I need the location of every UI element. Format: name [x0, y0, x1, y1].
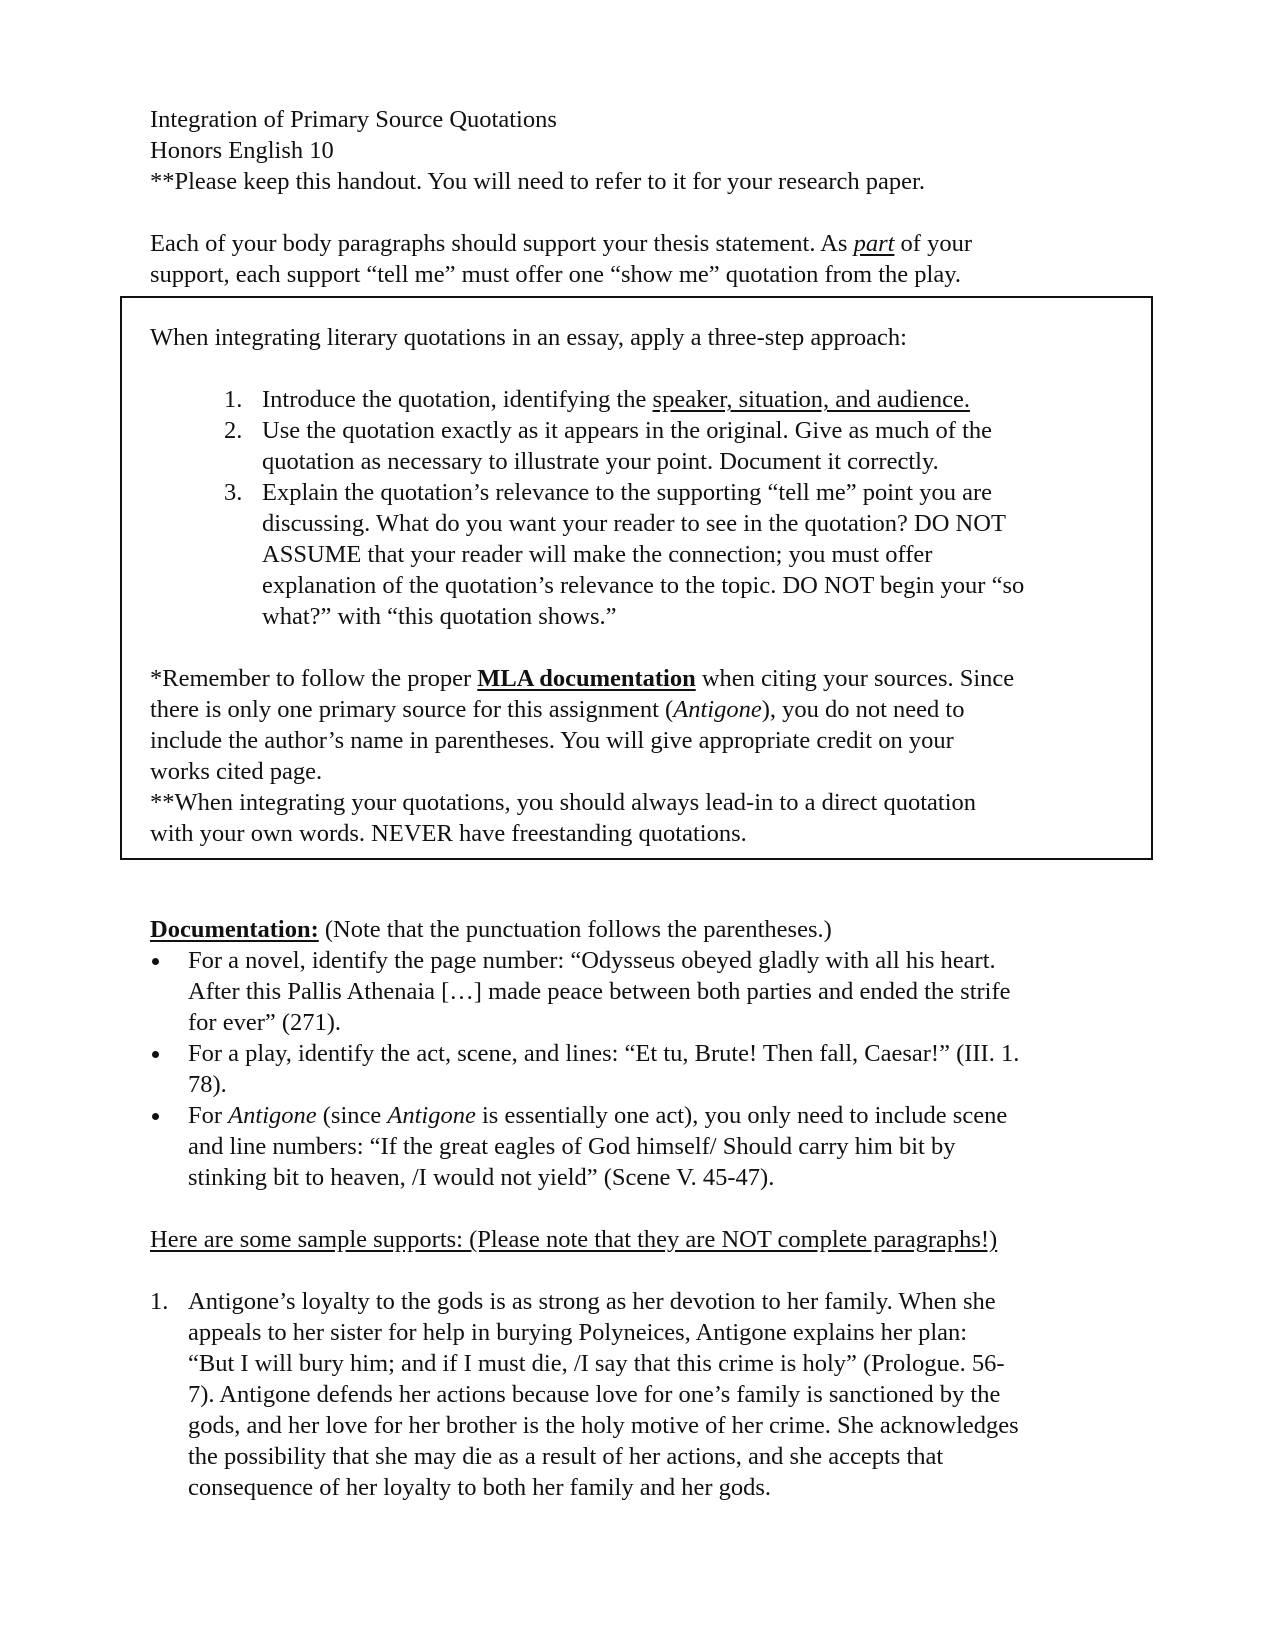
bullet-antigone-line: and line numbers: “If the great eagles of God himself/ Should carry him bit by [188, 1133, 956, 1160]
mla-text: ), you do not need to [761, 696, 965, 723]
intro-line-1 [150, 228, 972, 259]
title-antigone: Antigone [387, 1102, 476, 1129]
bullet-icon [152, 1113, 159, 1120]
mla-text: when citing your sources. Since [695, 665, 1015, 692]
sample-line: consequence of her loyalty to both her family and her gods. [188, 1474, 772, 1501]
title-antigone: Antigone [673, 696, 762, 723]
intro-text: Each of your body paragraphs should support your thesis statement. As [150, 230, 854, 257]
documentation-heading-line [150, 914, 832, 945]
mla-documentation-emphasis: MLA documentation [477, 665, 696, 692]
bullet-antigone-line [188, 1100, 1007, 1131]
sample-number: 1. [150, 1288, 169, 1315]
step-number: 1. [224, 386, 243, 413]
speaker-situation-audience: speaker, situation, and audience. [652, 386, 970, 413]
mla-line-6: with your own words. NEVER have freestanding quotations. [150, 820, 747, 847]
bullet-novel-line: for ever” (271). [188, 1009, 342, 1036]
box-lead: When integrating literary quotations in an essay, apply a three-step approach: [150, 324, 907, 351]
bullet-antigone-line: stinking bit to heaven, /I would not yield” (Scene V. 45-47). [188, 1164, 775, 1191]
bullet-icon [152, 1051, 159, 1058]
step-2-line: Use the quotation exactly as it appears in the original. Give as much of the [262, 417, 993, 444]
sample-line: gods, and her love for her brother is the holy motive of her crime. She acknowledges [188, 1412, 1019, 1439]
step-number: 3. [224, 479, 243, 506]
samples-heading: Here are some sample supports: (Please note that they are NOT complete paragraphs!) [150, 1226, 998, 1253]
bullet-text: (since [316, 1102, 388, 1129]
step-3-line: what?” with “this quotation shows.” [262, 603, 617, 630]
sample-line: appeals to her sister for help in burying Polyneices, Antigone explains her plan: [188, 1319, 968, 1346]
step-1-line [262, 384, 970, 415]
intro-line-2: support, each support “tell me” must offer one “show me” quotation from the play. [150, 261, 962, 288]
mla-line-2 [150, 694, 964, 725]
step-text: Introduce the quotation, identifying the [262, 386, 653, 413]
sample-line: Antigone’s loyalty to the gods is as strong as her devotion to her family. When she [188, 1288, 996, 1315]
bullet-icon [152, 958, 159, 965]
bullet-play-line: For a play, identify the act, scene, and lines: “Et tu, Brute! Then fall, Caesar!” (III. 1. [188, 1040, 1020, 1067]
documentation-heading: Documentation: [150, 916, 319, 943]
step-3-line: discussing. What do you want your reader to see in the quotation? DO NOT [262, 510, 1006, 537]
sample-line: the possibility that she may die as a result of her actions, and she accepts that [188, 1443, 944, 1470]
bullet-novel-line: After this Pallis Athenaia […] made peace between both parties and ended the strife [188, 978, 1011, 1005]
mla-line-4: works cited page. [150, 758, 323, 785]
documentation-note: (Note that the punctuation follows the parentheses.) [318, 916, 832, 943]
mla-text: *Remember to follow the proper [150, 665, 478, 692]
bullet-text: For [188, 1102, 229, 1129]
keep-handout-note: **Please keep this handout. You will need to refer to it for your research paper. [150, 168, 925, 195]
step-number: 2. [224, 417, 243, 444]
bullet-novel-line: For a novel, identify the page number: “Odysseus obeyed gladly with all his heart. [188, 947, 996, 974]
step-3-line: explanation of the quotation’s relevance to the topic. DO NOT begin your “so [262, 572, 1025, 599]
mla-text: there is only one primary source for this assignment ( [150, 696, 674, 723]
bullet-text: is essentially one act), you only need to include scene [475, 1102, 1008, 1129]
mla-line-1 [150, 663, 1014, 694]
step-2-line: quotation as necessary to illustrate your point. Document it correctly. [262, 448, 939, 475]
sample-line: 7). Antigone defends her actions because love for one’s family is sanctioned by the [188, 1381, 1001, 1408]
document-title: Integration of Primary Source Quotations [150, 106, 557, 133]
title-antigone: Antigone [228, 1102, 317, 1129]
course-name: Honors English 10 [150, 137, 334, 164]
step-3-line: Explain the quotation’s relevance to the supporting “tell me” point you are [262, 479, 993, 506]
sample-line: “But I will bury him; and if I must die, /I say that this crime is holy” (Prologue. 56- [188, 1350, 1005, 1377]
emphasis-part: part [853, 230, 895, 257]
bullet-play-line: 78). [188, 1071, 227, 1098]
step-3-line: ASSUME that your reader will make the connection; you must offer [262, 541, 933, 568]
mla-line-3: include the author’s name in parentheses. You will give appropriate credit on your [150, 727, 954, 754]
intro-text: of your [894, 230, 972, 257]
mla-line-5: **When integrating your quotations, you should always lead-in to a direct quotation [150, 789, 977, 816]
